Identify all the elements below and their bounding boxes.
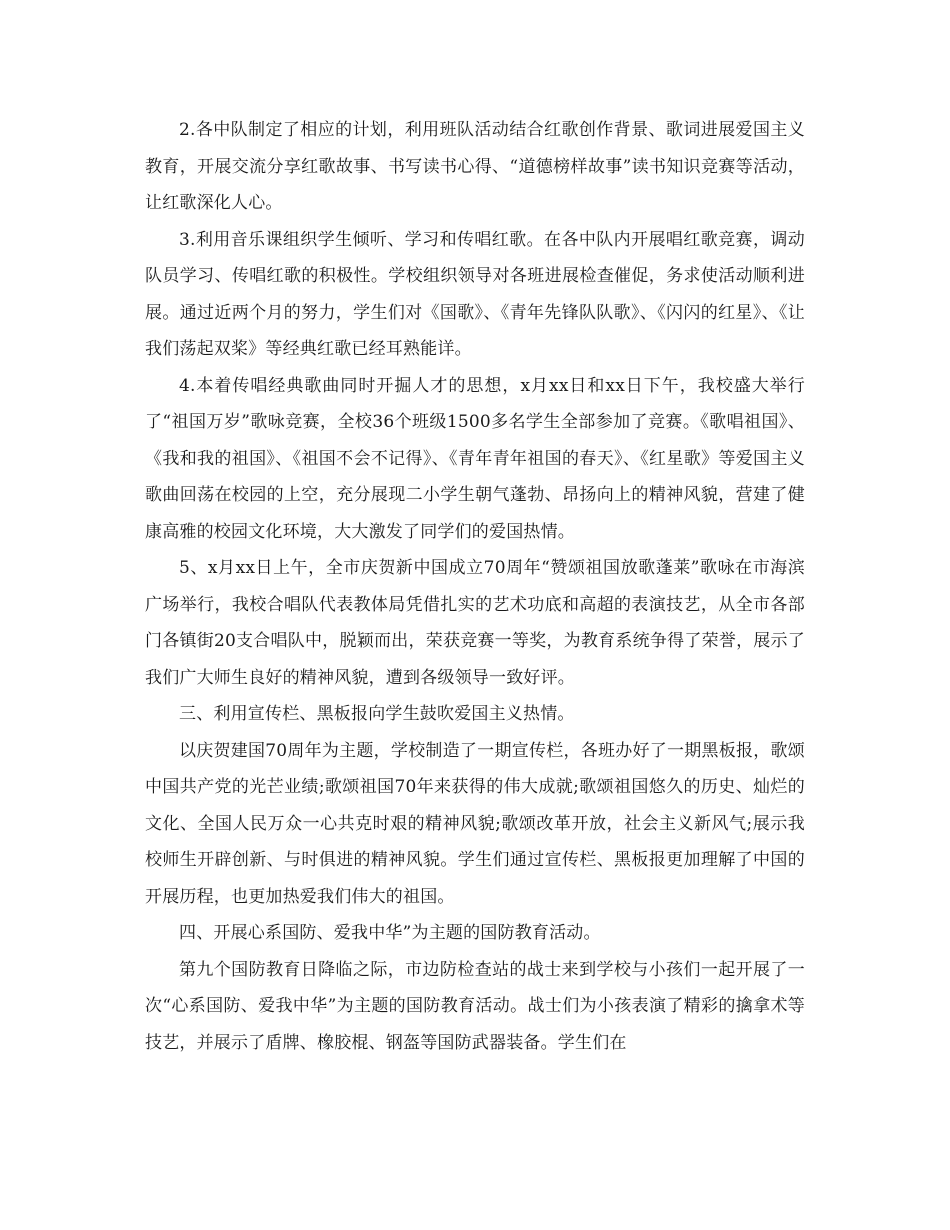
section-heading-3: 三、利用宣传栏、黑板报向学生鼓吹爱国主义热情。 [179, 704, 575, 724]
paragraph-item-5: 5、x月xx日上午，全市庆贺新中国成立70周年“赞颂祖国放歌蓬莱”歌咏在市海滨广场举行，我校合唱队代表教体局凭借扎实的艺术功底和高超的表演技艺，从全市各部门各镇街20支合唱队中，脱颖而出，荣获竞赛一等奖，为教育系统争得了荣誉，展示了我们广大师生良好的精神风貌，遭到各级领导一致好评。 [145, 558, 805, 688]
paragraph-national-defense: 第九个国防教育日降临之际，市边防检查站的战士来到学校与小孩们一起开展了一次“心系国防、爱我中华”为主题的国防教育活动。战士们为小孩表演了精彩的擒拿术等技艺，并展示了盾牌、橡胶棍、钢盔等国防武器装备。学生们在 [145, 959, 805, 1053]
paragraph-item-4: 4.本着传唱经典歌曲同时开掘人才的思想，x月xx日和xx日下午，我校盛大举行了“祖国万岁”歌咏竞赛，全校36个班级1500多名学生全部参加了竞赛。《歌唱祖国》、《我和我的祖国》、《祖国不会不记得》、《青年青年祖国的春天》、《红星歌》等爱国主义歌曲回荡在校园的上空，充分展现二小学生朝气蓬勃、昂扬向上的精神风貌，营建了健康高雅的校园文化环境，大大激发了同学们的爱国热情。 [145, 375, 805, 542]
document-body [145, 112, 805, 1061]
paragraph-item-2: 2.各中队制定了相应的计划，利用班队活动结合红歌创作背景、歌词进展爱国主义教育，开展交流分享红歌故事、书写读书心得、“道德榜样故事”读书知识竞赛等活动，让红歌深化人心。 [145, 120, 805, 213]
section-heading-4: 四、开展心系国防、爱我中华”为主题的国防教育活动。 [179, 923, 601, 943]
paragraph-item-3: 3.利用音乐课组织学生倾听、学习和传唱红歌。在各中队内开展唱红歌竞赛，调动队员学习、传唱红歌的积极性。学校组织领导对各班进展检查催促，务求使活动顺利进展。通过近两个月的努力，学生们对《国歌》、《青年先锋队队歌》、《闪闪的红星》、《让我们荡起双桨》等经典红歌已经耳熟能详。 [145, 229, 805, 359]
paragraph-propaganda: 以庆贺建国70周年为主题，学校制造了一期宣传栏，各班办好了一期黑板报，歌颂中国共产党的光芒业绩;歌颂祖国70年来获得的伟大成就;歌颂祖国悠久的历史、灿烂的文化、全国人民万众一心共克时艰的精神风貌;歌颂改革开放，社会主义新风气;展示我校师生开辟创新、与时俱进的精神风貌。学生们通过宣传栏、黑板报更加理解了中国的开展历程，也更加热爱我们伟大的祖国。 [145, 740, 805, 907]
